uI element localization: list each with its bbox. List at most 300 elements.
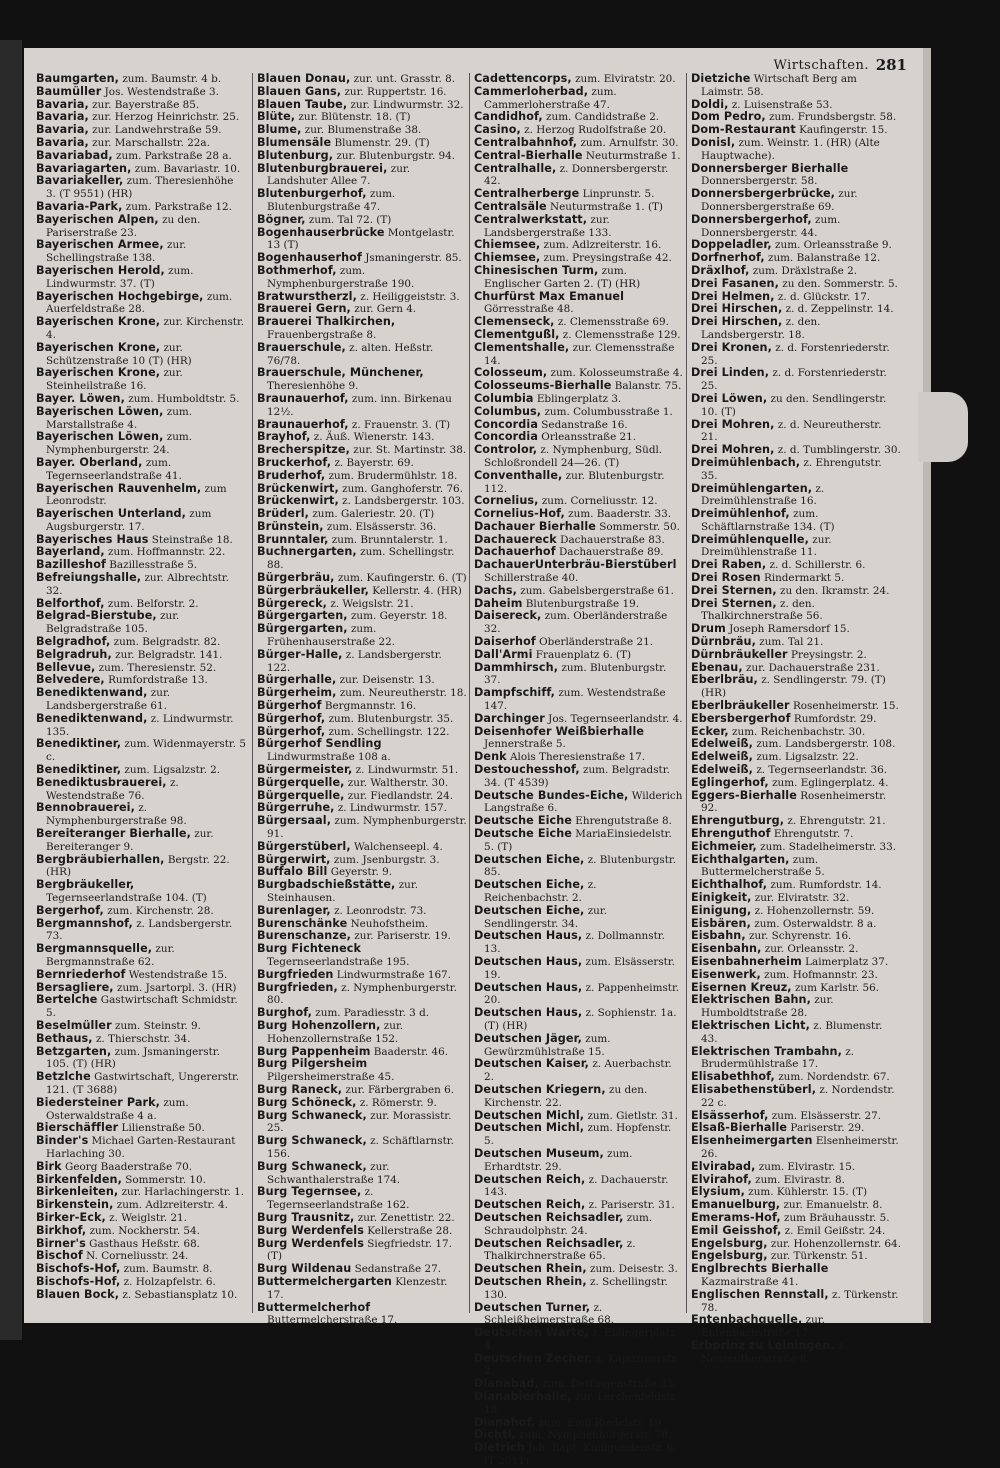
directory-entry <box>257 342 467 368</box>
entry-name: Belgradhof, <box>36 635 111 649</box>
directory-entry <box>474 265 684 291</box>
entry-name: Dianabad, <box>474 1377 539 1391</box>
entry-address: z. Äuß. Wienerstr. 143. <box>310 431 435 444</box>
entry-name: Centralsäle <box>474 199 547 213</box>
entry-name: Eichmeier, <box>691 839 757 853</box>
directory-entry <box>36 214 246 240</box>
entry-name: Dürnbräu, <box>691 635 756 649</box>
entry-name: Bayerisches Haus <box>36 532 149 546</box>
entry-address: zum. Belforstr. 2. <box>104 597 199 610</box>
entry-address: zum Karlstr. 56. <box>791 981 879 994</box>
entry-address: z. den. Landsbergerstr. 18. <box>701 316 821 341</box>
entry-address: zum. Baaderstr. 33. <box>564 508 672 521</box>
directory-entry <box>36 854 246 880</box>
directory-entry <box>257 546 467 572</box>
entry-address: Ehrengutstr. 7. <box>770 828 854 841</box>
entry-name: Burg Schwaneck, <box>257 1108 367 1122</box>
entry-address: zur. Donnersbergerstraße 69. <box>701 188 858 213</box>
entry-address: z. d. Forstenriederstr. 25. <box>701 367 887 393</box>
entry-address: zum. Arnulfstr. 30. <box>577 136 679 149</box>
entry-name: Bogenhauserhof <box>257 251 362 265</box>
entry-address: zum. Jsmaningerstr. 105. (T) (HR) <box>46 1045 220 1071</box>
entry-address: zur. St. Martinstr. 38. <box>349 444 467 457</box>
entry-address: zum. Weinstr. 1. (HR) (Alte Hauptwache). <box>701 136 880 162</box>
entry-name: Deutschen Kaiser, <box>474 1057 590 1071</box>
entry-name: Brüderl, <box>257 507 310 521</box>
directory-entry <box>474 470 684 496</box>
entry-name: Bayerischen Unterland, <box>36 507 186 521</box>
entry-name: Bayer. Löwen, <box>36 391 125 405</box>
entry-name: Bergmannsquelle, <box>36 942 153 956</box>
directory-entry <box>257 943 467 969</box>
entry-address: zum. Blutenburgstraße 47. <box>267 188 396 213</box>
entry-address: z. Blumenstr. 43. <box>701 1019 883 1045</box>
entry-address: N. Corneliusstr. 24. <box>82 1250 189 1263</box>
entry-name: Benediktiner, <box>36 737 122 751</box>
entry-address: Rumfordstr. 29. <box>790 712 877 725</box>
entry-name: Deutschen Haus, <box>474 929 583 943</box>
entry-address: Joh. Bapt. Kunigundenstr. 6. (T 2011) <box>484 1442 677 1468</box>
entry-name: Drum <box>691 622 726 636</box>
entry-address: z. Bayerstr. 69. <box>331 456 414 469</box>
directory-entry <box>257 982 467 1008</box>
entry-address: zum. Ganghoferstr. 76. <box>338 482 463 495</box>
entry-name: Deutschen Rhein, <box>474 1274 587 1288</box>
entry-address: Baaderstr. 46. <box>370 1045 449 1058</box>
entry-name: Deutschen Reich, <box>474 1172 586 1186</box>
entry-address: Eblingerplatz 3. <box>533 392 622 405</box>
entry-name: Bischofs-Hof, <box>36 1274 121 1288</box>
entry-address: Dachauerstraße 83. <box>556 533 665 546</box>
directory-entry <box>691 854 901 880</box>
entry-address: zur. Humboldtstraße 28. <box>701 994 834 1020</box>
entry-address: z. Nymphenburgerstr. 80. <box>267 981 457 1007</box>
entry-name: Bratwurstherzl, <box>257 289 357 303</box>
entry-name: Deutschen Haus, <box>474 980 583 994</box>
entry-name: Bernriederhof <box>36 967 126 981</box>
entry-name: Eisenwerk, <box>691 967 761 981</box>
entry-address: z. Lindwurmstr. 51. <box>352 764 459 777</box>
entry-name: Dorfnerhof, <box>691 251 765 265</box>
entry-name: Belforthof, <box>36 596 105 610</box>
entry-address: Westendstraße 15. <box>125 968 228 981</box>
column-rule <box>469 73 470 1313</box>
entry-name: Birkenstein, <box>36 1198 114 1212</box>
directory-entry <box>691 483 901 509</box>
entry-address: zum. Hofmannstr. 23. <box>760 968 878 981</box>
entry-address: zur. Belgradstraße 105. <box>46 610 180 636</box>
directory-entry <box>474 764 684 790</box>
entry-name: Burg Wildenau <box>257 1262 352 1276</box>
entry-name: Bogenhauserbrücke <box>257 225 385 239</box>
directory-entry <box>691 73 901 99</box>
entry-address: zur. Pariserstr. 19. <box>350 930 451 943</box>
entry-address: Jennerstraße 5. <box>484 738 566 751</box>
entry-address: Linprunstr. 5. <box>579 188 655 201</box>
entry-name: Brückenwirt, <box>257 481 339 495</box>
entry-name: Drei Linden, <box>691 366 770 380</box>
entry-name: Dianahof, <box>474 1415 536 1429</box>
entry-name: Dreimühlenquelle, <box>691 532 809 546</box>
entry-address: zum. Candidstraße 2. <box>542 111 660 124</box>
directory-entry <box>691 790 901 816</box>
directory-entry <box>474 1276 684 1302</box>
directory-entry <box>474 1084 684 1110</box>
entry-name: Dräxlhof, <box>691 263 750 277</box>
entry-address: zum. Parkstraße 28 a. <box>112 149 232 162</box>
entry-name: Bayerischen Armee, <box>36 238 164 252</box>
entry-address: Sedanstraße 16. <box>538 418 628 431</box>
entry-address: z. Thierschstr. 34. <box>92 1032 191 1045</box>
entry-address: zum. Bavariastr. 10. <box>131 162 241 175</box>
entry-name: Burgfrieden <box>257 967 334 981</box>
directory-entry <box>691 342 901 368</box>
entry-name: Einigkeit, <box>691 891 752 904</box>
entry-name: Dietrich <box>474 1441 525 1455</box>
entry-name: Eisenbahnerheim <box>691 954 802 968</box>
entry-address: zur. Gern 4. <box>350 303 417 316</box>
entry-address: zur. Elviratstr. 32. <box>751 892 850 904</box>
entry-address: z. Nordendstr. 22 c. <box>701 1083 895 1109</box>
entry-name: Emerams-Hof, <box>691 1210 781 1224</box>
entry-address: zum. Belgradstr. 82. <box>110 636 221 649</box>
entry-name: Centralherberge <box>474 187 580 201</box>
entry-address: zur. Waltherstr. 30. <box>344 776 449 789</box>
entry-name: Dürnbräukeller <box>691 647 788 661</box>
entry-name: Deutschen Warte, <box>474 1326 589 1340</box>
entry-name: Engelsburg, <box>691 1249 768 1263</box>
directory-entry <box>691 994 901 1020</box>
entry-name: Conventhalle, <box>474 468 563 482</box>
entry-address: z. Donnersbergerstr. 42. <box>484 162 669 188</box>
entry-name: Baumüller <box>36 84 102 98</box>
entry-address: zum. Schäftlarnstraße 134. (T) <box>701 508 835 533</box>
entry-address: zum. Frühenhauserstraße 22. <box>267 623 396 649</box>
entry-name: Bürgergarten, <box>257 609 348 623</box>
entry-address: zum. Cammerloherstraße 47. <box>484 85 617 111</box>
entry-address: Jos. Westendstraße 3. <box>101 85 219 98</box>
entry-address: Frauenplatz 6. (T) <box>532 648 632 661</box>
entry-address: zum. Tal 21. <box>755 636 824 649</box>
entry-name: Chiemsee, <box>474 238 541 252</box>
entry-address: Bazillesstraße 5. <box>105 559 198 572</box>
directory-entry <box>36 1046 246 1072</box>
entry-name: Englbrechts Bierhalle <box>691 1262 829 1276</box>
entry-address: z. Lindwurmstr. 135. <box>46 712 234 738</box>
entry-address: zur. Lindwurmstr. 32. <box>347 98 464 111</box>
entry-address: Sedanstraße 27. <box>351 1263 441 1276</box>
entry-name: Benediktusbrauerei, <box>36 775 167 789</box>
directory-entry <box>474 982 684 1008</box>
entry-name: Birkhof, <box>36 1223 87 1237</box>
entry-address: zum. Nockherstr. 54. <box>86 1224 200 1237</box>
directory-entry <box>257 1135 467 1161</box>
entry-address: zur. Herzog Heinrichstr. 25. <box>88 111 240 124</box>
entry-name: Deutschen Eiche, <box>474 878 585 892</box>
entry-address: z. d. Forstenriederstr. 25. <box>701 341 890 367</box>
entry-address: z. Ehrengutstr. 21. <box>784 815 886 828</box>
entry-name: Bennobrauerei, <box>36 801 135 815</box>
entry-address: zu den. Sommerstr. 5. <box>778 277 898 290</box>
entry-name: Edelweiß, <box>691 763 754 777</box>
page-number: 281 <box>875 56 907 74</box>
entry-address: Neuturmstraße 1. (T) <box>546 200 663 213</box>
entry-address: z. d. Tumblingerstr. 30. <box>774 444 901 457</box>
entry-address: Michael Garten-Restaurant Harlaching 30. <box>46 1135 236 1160</box>
entry-name: Birkenfelden, <box>36 1172 122 1186</box>
directory-entry <box>474 1302 684 1328</box>
entry-address: Jos. Tegernseerlandstr. 4. <box>544 712 683 725</box>
directory-entry <box>257 367 467 393</box>
entry-name: Deutsche Eiche <box>474 814 572 828</box>
entry-address: zum. Balanstraße 12. <box>764 252 881 265</box>
entry-address: zum. Elvirastr. 15. <box>755 1160 856 1173</box>
directory-column-1 <box>36 73 246 1302</box>
entry-address: Siegfriedstr. 17. (T) <box>267 1237 452 1263</box>
entry-address: zum. Deisestr. 3. <box>586 1263 678 1276</box>
entry-name: Benediktenwand, <box>36 711 148 725</box>
entry-name: Burg Fichteneck <box>257 942 362 956</box>
entry-address: z. Weiglstr. 21. <box>105 1211 187 1224</box>
directory-entry <box>474 291 684 317</box>
directory-entry <box>691 316 901 342</box>
entry-name: Elisabethenstüberl, <box>691 1082 817 1096</box>
entry-name: Deutsche Eiche <box>474 827 572 841</box>
directory-entry <box>36 175 246 201</box>
directory-column-3 <box>474 73 684 1468</box>
entry-address: zur. Sendlingerstr. 34. <box>484 904 608 930</box>
directory-entry <box>474 726 684 752</box>
entry-address: zu den. Sendlingerstr. 10. (T) <box>701 392 887 418</box>
entry-name: Bavariakeller, <box>36 174 124 188</box>
entry-address: zum. Columbusstraße 1. <box>541 405 673 418</box>
entry-address: z. Schellingstr. 130. <box>484 1275 668 1301</box>
entry-name: Benediktenwand, <box>36 686 148 700</box>
entry-name: Bothmerhof, <box>257 263 337 277</box>
directory-entry <box>474 1058 684 1084</box>
entry-address: zum. Galeriestr. 20. (T) <box>309 508 435 521</box>
entry-address: zum. Gietlstr. 31. <box>584 1109 678 1122</box>
entry-name: Elsässerhof, <box>691 1108 769 1122</box>
entry-name: Bürgerbräukeller, <box>257 583 369 597</box>
directory-entry <box>474 828 684 854</box>
entry-name: Darchinger <box>474 711 545 725</box>
entry-name: Deutschen Haus, <box>474 954 583 968</box>
entry-name: Beselmüller <box>36 1018 112 1032</box>
entry-name: Braunauerhof, <box>257 417 349 431</box>
entry-name: Elvirabad, <box>691 1159 756 1173</box>
entry-address: z. Leonrodstr. 73. <box>330 904 427 917</box>
entry-address: z. Sophienstr. 1a. (T) (HR) <box>484 1007 677 1032</box>
entry-address: z. Blutenburgstr. 85. <box>484 853 677 879</box>
entry-name: Candidhof, <box>474 110 543 124</box>
entry-name: Concordia <box>474 417 538 431</box>
entry-name: Deutschen Michl, <box>474 1121 585 1135</box>
entry-address: Schillerstraße 40. <box>484 572 579 585</box>
entry-name: Bavaria, <box>36 110 89 124</box>
entry-address: zum. Gabelsbergerstraße 61. <box>516 584 674 597</box>
entry-address: z. Nymphenburg, Südl. Schloßrondell 24—26. (T) <box>484 444 663 469</box>
entry-address: zum. Kolosseumstraße 4. <box>547 367 683 380</box>
entry-address: z. Schäftlarnstr. 156. <box>267 1135 454 1160</box>
entry-name: Drei Löwen, <box>691 391 768 405</box>
directory-entry <box>474 662 684 688</box>
entry-name: Befreiungshalle, <box>36 571 142 585</box>
entry-name: Burg Raneck, <box>257 1082 343 1096</box>
entry-name: Buffalo Bill <box>257 865 328 879</box>
entry-address: zum. Corneliusstr. 12. <box>538 495 658 508</box>
entry-address: zum. Kirchenstr. 28. <box>103 904 214 917</box>
entry-name: Elisabethhof, <box>691 1070 775 1084</box>
entry-name: Colosseums-Bierhalle <box>474 379 612 393</box>
entry-address: zum. Hoffmannstr. 22. <box>104 546 226 559</box>
entry-address: zum Bräuhausstr. 5. <box>780 1211 890 1224</box>
directory-entry <box>474 342 684 368</box>
directory-entry <box>257 738 467 764</box>
entry-address: zum. Emil Riedelstr. 19. <box>535 1416 665 1429</box>
entry-address: Balanstr. 75. <box>611 380 682 393</box>
entry-address: zur. Kirchenstr. 4. <box>46 316 245 341</box>
entry-address: zum. Nymphenburgerstr. 24. <box>46 431 193 457</box>
entry-address: zum. Brudermühlstr. 18. <box>325 469 458 482</box>
directory-entry <box>474 854 684 880</box>
entry-address: zum. Marstallstraße 4. <box>46 405 193 431</box>
entry-name: Bürger-Halle, <box>257 647 343 661</box>
entry-address: zum. Tal 72. (T) <box>305 213 392 226</box>
entry-address: zum. Osterwaldstraße 4 a. <box>46 1096 189 1122</box>
entry-address: Buttermelcherstraße 17. <box>267 1314 398 1327</box>
entry-address: zum. Stadelheimerstr. 33. <box>756 840 897 853</box>
entry-address: zum. Jsartorpl. 3. (HR) <box>113 981 237 994</box>
entry-address: Rumfordstraße 13. <box>104 674 208 687</box>
entry-name: Burg Trausnitz, <box>257 1210 355 1224</box>
directory-entry <box>257 1058 467 1084</box>
entry-address: zur. Belgradstr. 141. <box>111 648 223 661</box>
directory-entry <box>36 879 246 905</box>
directory-entry <box>36 431 246 457</box>
entry-name: Bischof <box>36 1249 83 1263</box>
entry-address: Donnersbergerstr. 58. <box>701 175 818 188</box>
entry-address: z. Westendstraße 76. <box>46 776 179 802</box>
entry-address: z. Herzog Rudolfstraße 20. <box>520 124 667 137</box>
entry-name: Blüte, <box>257 110 296 124</box>
entry-name: Brunntaler, <box>257 532 329 546</box>
entry-address: zum Leonrodstr. <box>46 482 227 508</box>
entry-address: Görresstraße 48. <box>484 303 574 316</box>
entry-name: Bavaria, <box>36 123 89 137</box>
entry-name: Donnersbergerhof, <box>691 212 812 226</box>
entry-name: Eisenbahn, <box>691 942 762 956</box>
entry-name: Bavaria, <box>36 135 89 149</box>
entry-name: Bergerhof, <box>36 903 104 917</box>
entry-address: Walchenseepl. 4. <box>350 840 443 853</box>
entry-address: Joseph Ramersdorf 15. <box>725 623 850 636</box>
entry-address: Lindwurmstraße 108 a. <box>267 751 391 764</box>
entry-address: z. Thalkirchnerstraße 65. <box>484 1237 636 1263</box>
entry-address: zur. Bayerstraße 85. <box>88 98 200 111</box>
directory-entry <box>36 828 246 854</box>
entry-address: zum. Belgradstr. 34. (T 4539) <box>484 764 670 789</box>
entry-address: Gastwirtschaft Schmidstr. 5. <box>46 994 238 1020</box>
entry-address: zum. Brunntalerstr. 1. <box>328 533 448 546</box>
entry-address: zur. Hohenzollernstraße 152. <box>267 1019 404 1045</box>
entry-address: zur. Färbergraben 6. <box>342 1083 455 1096</box>
entry-address: Lilienstraße 50. <box>118 1122 205 1135</box>
entry-name: Eglingerhof, <box>691 775 769 789</box>
entry-address: zur. Hohenzollernstr. 64. <box>767 1237 901 1250</box>
entry-name: Columbus, <box>474 404 542 418</box>
entry-name: Donnersberger Bierhalle <box>691 161 849 175</box>
entry-address: zum. Baumstr. 8. <box>120 1263 213 1276</box>
entry-name: Drei Fasanen, <box>691 276 779 290</box>
entry-address: zur. Landwehrstraße 59. <box>88 124 222 137</box>
entry-address: Lindwurmstraße 167. <box>333 968 451 981</box>
directory-entry <box>474 1033 684 1059</box>
entry-address: zum. Schellingstr. 122. <box>325 725 450 738</box>
directory-entry <box>691 508 901 534</box>
entry-address: zum. Preysingstraße 42. <box>540 252 672 265</box>
entry-address: zum. Schraudolphstr. 24. <box>484 1211 653 1237</box>
entry-name: Blume, <box>257 123 302 137</box>
entry-name: Cornelius-Hof, <box>474 507 565 521</box>
entry-name: Bürgerhof, <box>257 724 326 738</box>
entry-name: Drei Mohren, <box>691 417 775 431</box>
directory-entry <box>691 419 901 445</box>
entry-name: Bürgermeister, <box>257 763 353 777</box>
entry-name: Burg Hohenzollern, <box>257 1018 381 1032</box>
entry-address: zur. Schwanthalerstraße 174. <box>267 1160 401 1186</box>
entry-address: zum. inn. Birkenau 12½. <box>267 392 452 418</box>
entry-name: Bischofs-Hof, <box>36 1262 121 1276</box>
entry-name: Drei Helmen, <box>691 289 775 303</box>
entry-name: Deutschen Reichsadler, <box>474 1210 624 1224</box>
entry-address: zum. Buttermelcherstraße 5. <box>701 853 825 879</box>
entry-name: Brayhof, <box>257 430 311 444</box>
entry-name: Deutschen Turner, <box>474 1300 591 1314</box>
directory-entry <box>691 674 901 700</box>
entry-name: Bruderhof, <box>257 468 326 482</box>
entry-address: Kellerstr. 4. (HR) <box>368 584 462 597</box>
entry-address: zu den. Ikramstr. 24. <box>776 584 890 597</box>
entry-address: zum. Kaufingerstr. 6. (T) <box>334 572 467 585</box>
entry-address: z. Dollmannstr. 13. <box>484 930 665 956</box>
directory-entry <box>36 918 246 944</box>
directory-entry <box>691 137 901 163</box>
entry-address: z. Tegernseerlandstraße 162. <box>267 1186 410 1212</box>
entry-name: Bürgerwirt, <box>257 852 331 866</box>
entry-name: Emil Geisshof, <box>691 1223 782 1237</box>
entry-name: Bazilleshof <box>36 558 106 572</box>
entry-address: zum. Steinstr. 9. <box>111 1019 201 1032</box>
entry-name: Dietziche <box>691 72 751 85</box>
entry-name: Eichthalgarten, <box>691 852 790 866</box>
entry-name: Dreimühlenhof, <box>691 507 790 521</box>
directory-entry <box>257 623 467 649</box>
entry-address: zum. Dräxlstraße 2. <box>749 264 858 277</box>
entry-name: Eggers-Bierhalle <box>691 788 797 802</box>
entry-name: Deutschen Michl, <box>474 1108 585 1122</box>
entry-address: zum. Elviratstr. 20. <box>571 73 676 85</box>
entry-address: z. Tegernseerlandstr. 36. <box>753 764 888 777</box>
entry-name: Bierschäffler <box>36 1121 119 1135</box>
entry-name: Burg Pilgersheim <box>257 1057 368 1071</box>
directory-entry <box>474 1212 684 1238</box>
entry-address: zur. Zenettistr. 22. <box>354 1211 455 1224</box>
entry-address: Steinstraße 18. <box>148 533 233 546</box>
entry-name: Englischen Rennstall, <box>691 1287 829 1301</box>
entry-address: z. Luisenstraße 53. <box>728 98 833 111</box>
entry-address: z. Dachauerstr. 143. <box>484 1173 669 1199</box>
